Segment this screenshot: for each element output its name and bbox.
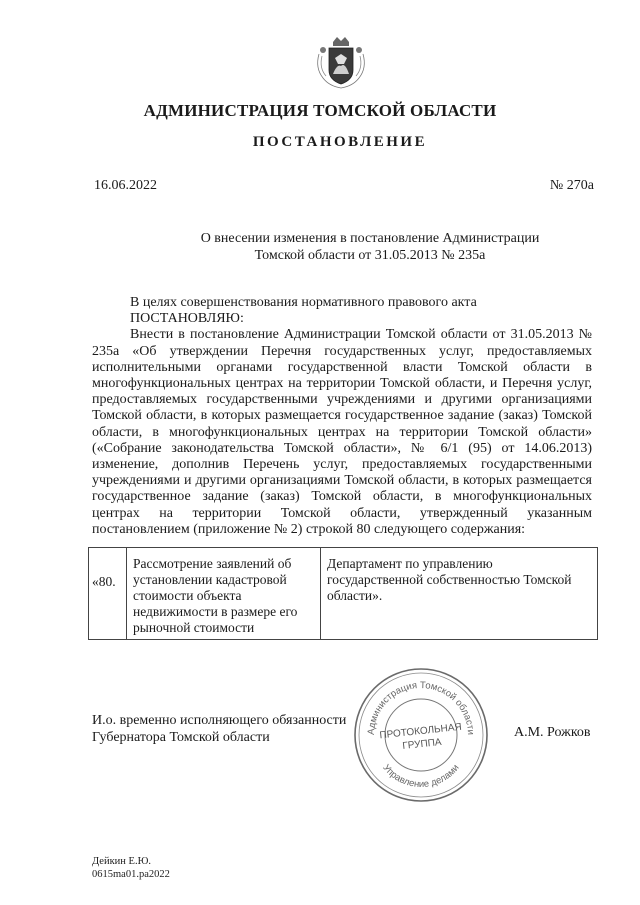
svg-text:Управление делами (380, 762, 461, 790)
table-department: Департамент по управлению государственной собственностью Томской области». (327, 556, 572, 603)
signature-line-2: Губернатора Томской области (92, 730, 270, 745)
tomsk-coat-of-arms-icon (313, 34, 369, 90)
preamble: В целях совершенствования нормативного правового акта (130, 295, 477, 310)
document-number: № 270а (549, 178, 594, 193)
footer-code: 0615ma01.ра2022 (92, 869, 170, 880)
stamp-center-line-1: ПРОТОКОЛЬНАЯ (379, 721, 463, 742)
table-row-number: «80. (89, 548, 127, 639)
stamp-outer-top: Администрация Томской области (365, 679, 477, 736)
official-stamp (352, 666, 490, 804)
organization-title: АДМИНИСТРАЦИЯ ТОМСКОЙ ОБЛАСТИ (143, 101, 497, 120)
services-table (88, 547, 598, 640)
document-body (92, 295, 592, 538)
footer (92, 855, 170, 881)
stamp-outer-bottom: Управление делами (380, 762, 462, 791)
stamp-center-line-2: ГРУППА (401, 736, 443, 752)
footer-author: Дейкин Е.Ю. (92, 856, 151, 867)
signer-name: А.М. Рожков (514, 725, 591, 740)
resolve-heading: ПОСТАНОВЛЯЮ: (130, 311, 244, 327)
subject-line-1: О внесении изменения в постановление Администрации (200, 231, 540, 246)
main-paragraph: Внести в постановление Администрации Томской области от 31.05.2013 № 235а «Об утверждении Перечня государственных услуг, предоставляемых исполнительными органами государственной власти Томской области в многофункциональных центрах на территории Томской области, и Перечня услуг, предоставляемых государственными учреждениями и другими организациями Томской области, в которых размещается государственное задание (заказ) Томской области, в многофункциональных центрах на территории Томской области» («Собрание законодательства Томской области», № 6/1 (95) от 14.06.2013) изменение, дополнив Перечень услуг, предоставляемых государственными учреждениями и другими организациями Томской области, в которых размещается государственное задание (заказ) Томской области, в многофункциональных центрах на территории Томской области, утвержденный указанным постановлением (приложение № 2) строкой 80 следующего содержания: (92, 327, 592, 537)
document-subject (120, 230, 620, 264)
document-date: 16.06.2022 (94, 178, 157, 193)
document-type: ПОСТАНОВЛЕНИЕ (252, 134, 428, 150)
signature-title (92, 712, 346, 746)
table-service-name: Рассмотрение заявлений об установлении кадастровой стоимости объекта недвижимости в размере его рыночной стоимости (127, 548, 321, 639)
subject-line-2: Томской области от 31.05.2013 № 235а (254, 248, 486, 263)
signature-line-1: И.о. временно исполняющего обязанности (92, 713, 347, 728)
